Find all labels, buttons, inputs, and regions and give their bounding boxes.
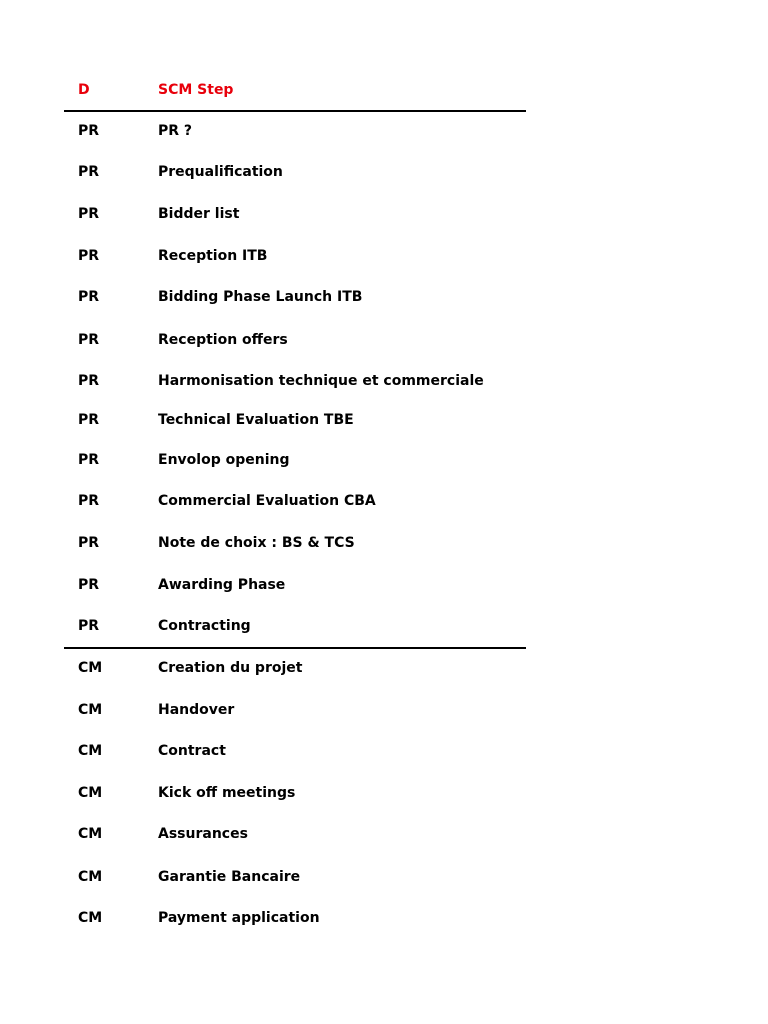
- row-d: CM: [78, 660, 103, 676]
- row-step: Reception offers: [158, 332, 288, 348]
- header-d: D: [78, 82, 90, 98]
- table-row: [64, 616, 526, 636]
- table-row: [64, 450, 526, 470]
- row-d: PR: [78, 332, 100, 348]
- table-row: [64, 330, 526, 350]
- table-row: [64, 121, 526, 141]
- row-d: PR: [78, 373, 100, 389]
- row-d: CM: [78, 869, 103, 885]
- row-step: Payment application: [158, 910, 320, 926]
- table-row: [64, 410, 526, 430]
- table-row: [64, 246, 526, 266]
- row-step: Contracting: [158, 618, 251, 634]
- row-step: Reception ITB: [158, 248, 268, 264]
- table-row: [64, 658, 526, 678]
- row-step: Commercial Evaluation CBA: [158, 493, 376, 509]
- header-scm-step: SCM Step: [158, 82, 234, 98]
- row-step: Technical Evaluation TBE: [158, 412, 354, 428]
- table-row: [64, 908, 526, 928]
- section-divider: [64, 647, 526, 649]
- row-d: PR: [78, 452, 100, 468]
- table-row: [64, 204, 526, 224]
- row-d: CM: [78, 826, 103, 842]
- table-row: [64, 575, 526, 595]
- row-d: PR: [78, 535, 100, 551]
- table-row: [64, 491, 526, 511]
- row-step: Assurances: [158, 826, 248, 842]
- row-d: PR: [78, 493, 100, 509]
- row-d: PR: [78, 123, 100, 139]
- row-step: Bidding Phase Launch ITB: [158, 289, 363, 305]
- row-step: Creation du projet: [158, 660, 303, 676]
- table-row: [64, 824, 526, 844]
- table-row: [64, 783, 526, 803]
- row-step: Awarding Phase: [158, 577, 286, 593]
- row-step: Prequalification: [158, 164, 283, 180]
- row-d: PR: [78, 164, 100, 180]
- row-step: PR ?: [158, 123, 193, 139]
- row-step: Handover: [158, 702, 235, 718]
- row-step: Contract: [158, 743, 226, 759]
- row-d: CM: [78, 743, 103, 759]
- header-divider: [64, 110, 526, 112]
- row-step: Garantie Bancaire: [158, 869, 301, 885]
- table-row: [64, 700, 526, 720]
- row-step: Harmonisation technique et commerciale: [158, 373, 484, 389]
- row-d: PR: [78, 412, 100, 428]
- table-row: [64, 371, 526, 391]
- row-d: PR: [78, 206, 100, 222]
- row-d: CM: [78, 910, 103, 926]
- row-d: PR: [78, 289, 100, 305]
- table-header-row: [64, 80, 526, 100]
- row-step: Kick off meetings: [158, 785, 296, 801]
- row-d: PR: [78, 618, 100, 634]
- row-step: Note de choix : BS & TCS: [158, 535, 355, 551]
- table-row: [64, 533, 526, 553]
- table-row: [64, 867, 526, 887]
- table-row: [64, 741, 526, 761]
- table-row: [64, 162, 526, 182]
- table-row: [64, 287, 526, 307]
- row-d: CM: [78, 702, 103, 718]
- row-step: Bidder list: [158, 206, 240, 222]
- row-step: Envolop opening: [158, 452, 290, 468]
- row-d: PR: [78, 577, 100, 593]
- row-d: PR: [78, 248, 100, 264]
- row-d: CM: [78, 785, 103, 801]
